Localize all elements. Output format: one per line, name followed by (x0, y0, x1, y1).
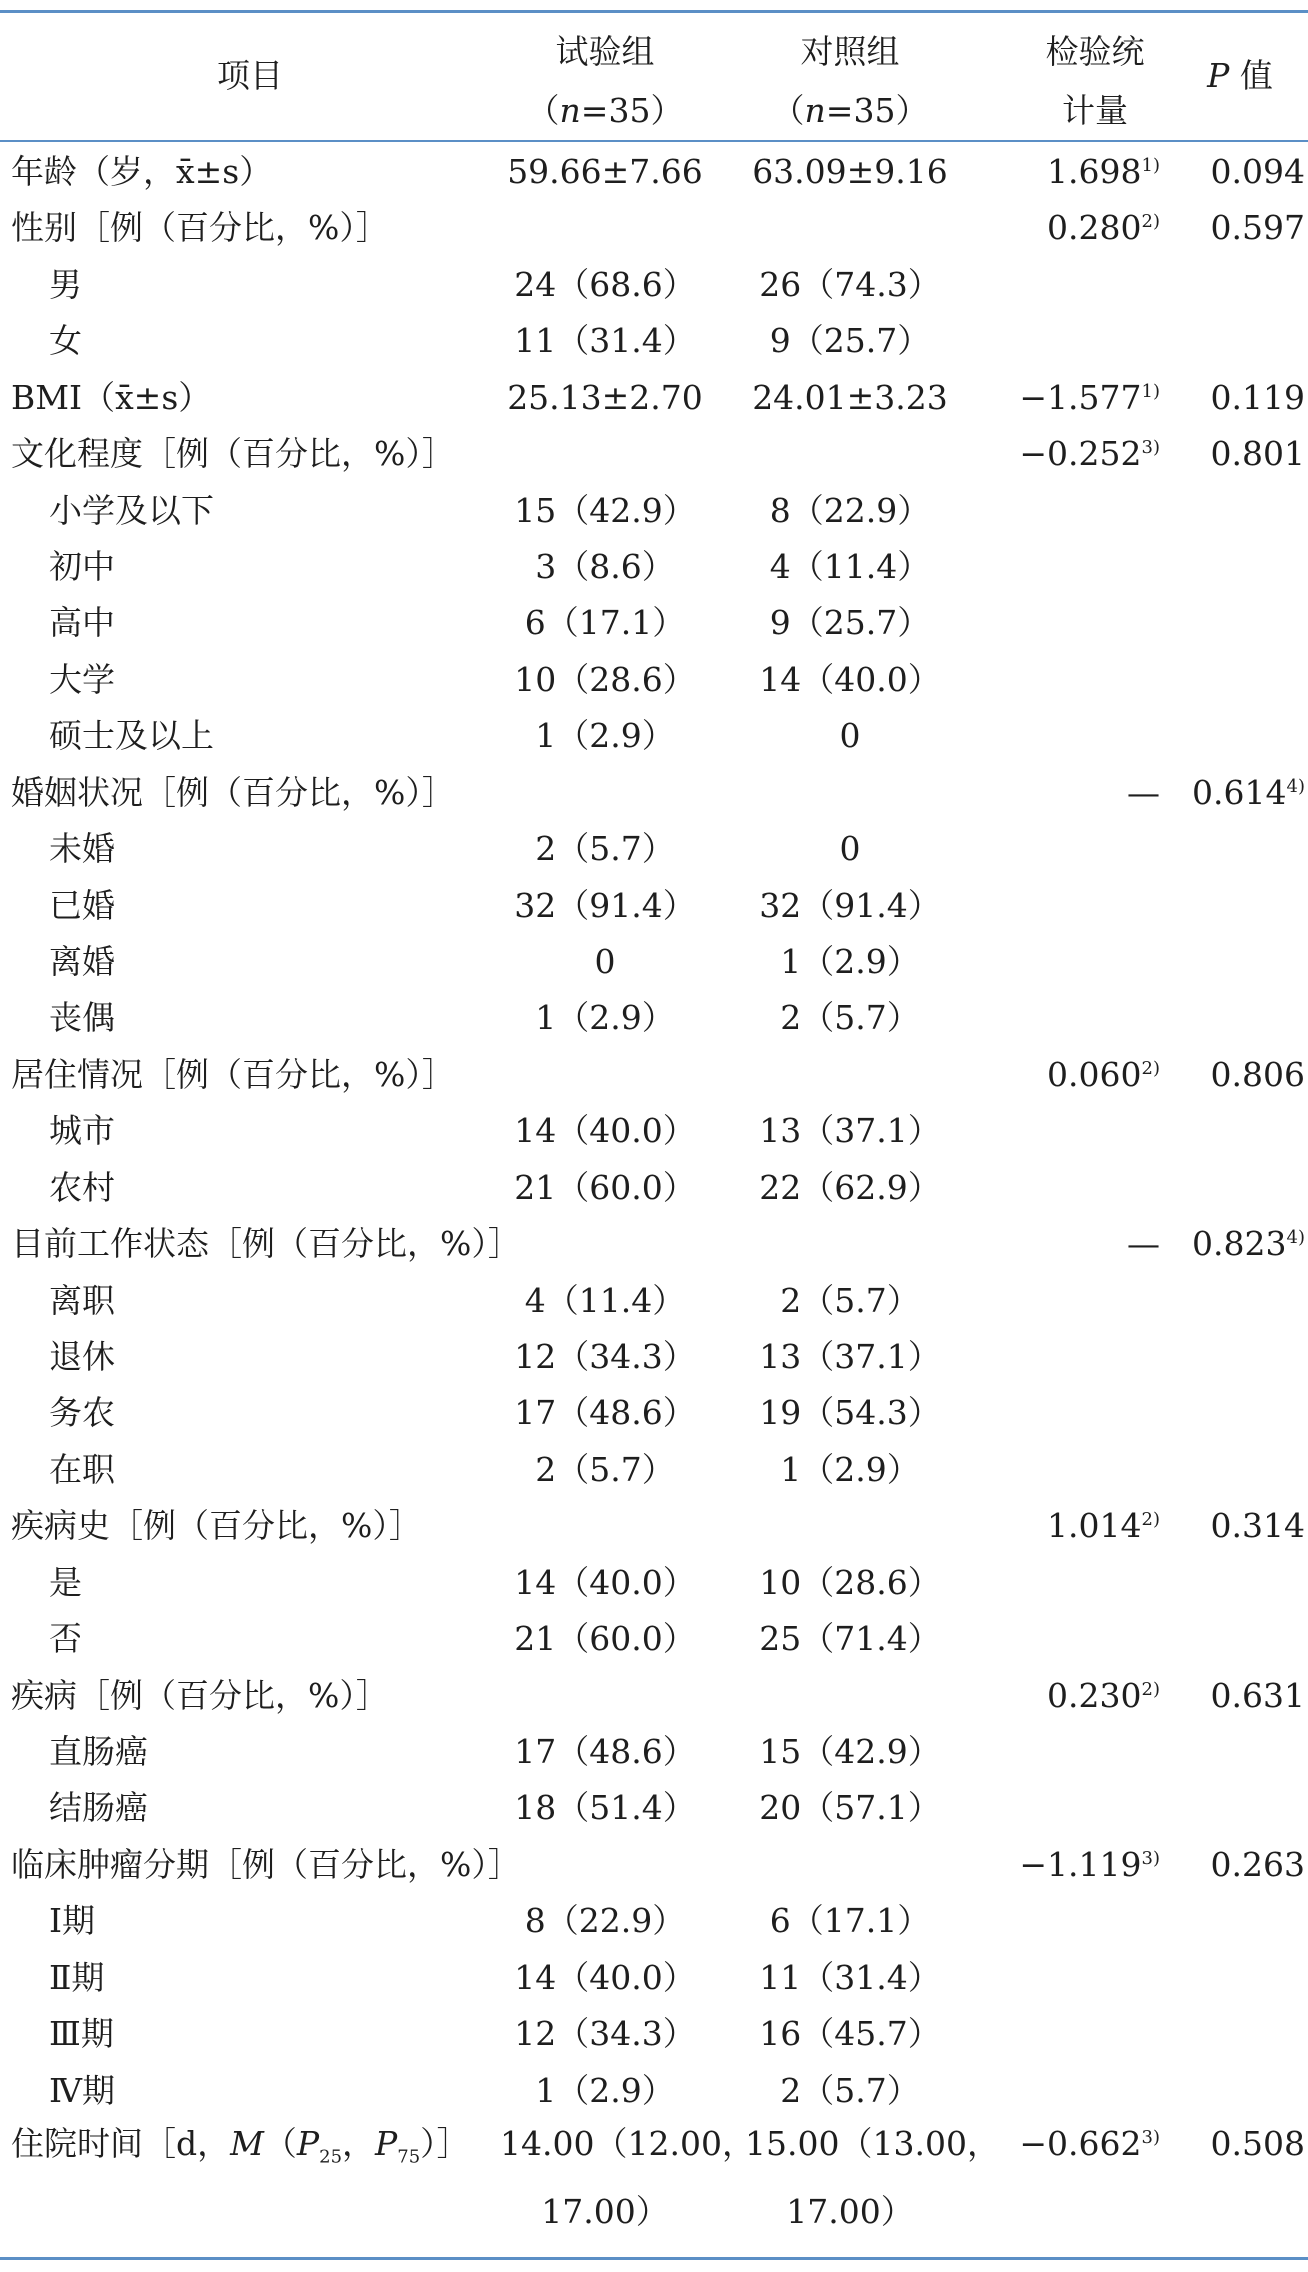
cell-statistic: $-0.662^{3)}$ (1019, 2124, 1160, 2163)
p-value: 0.801 (1210, 434, 1305, 473)
header-item: 项目 (217, 56, 283, 95)
row-label: 性别［例（百分比，%）］ (11, 208, 389, 247)
row-label: 离婚 (49, 942, 115, 981)
row-label-hospital-stay: 住院时间［d，$M(P_{25}$，$P_{75})]$ (11, 2124, 470, 2168)
cell-statistic (1000, 208, 1160, 248)
cell-test: 6（17.1） (524, 603, 686, 642)
cell-control: 24.01±3.23 (752, 378, 948, 417)
top-rule (0, 10, 1308, 13)
p-value: 0.263 (1210, 1845, 1305, 1884)
cell-control: 26（74.3） (759, 265, 941, 304)
cell-control: 1（2.9） (780, 1450, 920, 1489)
statistic-value: 1.014 (1047, 1506, 1142, 1545)
cell-control: 8（22.9） (769, 491, 931, 530)
cell-test: 18（51.4） (514, 1788, 696, 1827)
cell-p-value (1170, 1506, 1305, 1546)
cell-statistic (1000, 1224, 1160, 1264)
bottom-rule (0, 2257, 1308, 2260)
statistic-footnote: 3) (1141, 1848, 1160, 1869)
statistic-value: 0.230 (1047, 1676, 1142, 1715)
cell-statistic (1000, 378, 1160, 418)
cell-p-value (1170, 152, 1305, 192)
cell-p-value (1170, 1055, 1305, 1095)
header-control-n: （n=35） (771, 91, 929, 130)
cell-statistic (1000, 434, 1160, 474)
header-statistic-line1: 检验统 (1045, 32, 1145, 71)
cell-control: 2（5.7） (780, 1281, 920, 1320)
row-label: 目前工作状态［例（百分比，%）］ (11, 1224, 521, 1263)
cell-control: 0 (839, 716, 861, 755)
row-label: 初中 (49, 547, 115, 586)
statistic-value: 0.280 (1047, 208, 1142, 247)
row-label: 疾病［例（百分比，%）］ (11, 1676, 389, 1715)
row-label: 否 (49, 1619, 82, 1658)
statistic-footnote: 2) (1141, 1679, 1160, 1700)
row-label: 直肠癌 (49, 1732, 148, 1771)
cell-p-value: 0.508 (1210, 2124, 1305, 2163)
cell-p-value (1170, 773, 1305, 813)
cell-p-value (1170, 434, 1305, 474)
cell-control-line2: 17.00） (786, 2192, 914, 2231)
cell-p-value (1170, 208, 1305, 248)
cell-control: 4（11.4） (769, 547, 931, 586)
statistic-footnote: 2) (1141, 1058, 1160, 1079)
row-label: 女 (49, 321, 82, 360)
cell-control: 22（62.9） (759, 1168, 941, 1207)
cell-control-line1: 15.00（13.00， (745, 2124, 1000, 2163)
cell-test: 2（5.7） (535, 829, 675, 868)
cell-test: 4（11.4） (524, 1281, 686, 1320)
statistic-value: −0.252 (1019, 434, 1142, 473)
cell-control: 63.09±9.16 (752, 152, 948, 191)
row-label: 年龄（岁，x̄±s） (11, 152, 273, 191)
row-label: 婚姻状况［例（百分比，%）］ (11, 773, 455, 812)
cell-test: 3（8.6） (535, 547, 675, 586)
cell-test: 17（48.6） (514, 1732, 696, 1771)
statistic-footnote: 1) (1141, 381, 1160, 402)
cell-test-line2: 17.00） (541, 2192, 669, 2231)
row-label: 退休 (49, 1337, 115, 1376)
cell-test: 59.66±7.66 (507, 152, 703, 191)
row-label: 临床肿瘤分期［例（百分比，%）］ (11, 1845, 521, 1884)
header-test-n: （n=35） (526, 91, 684, 130)
cell-test: 21（60.0） (514, 1168, 696, 1207)
statistic-value: −1.577 (1019, 378, 1142, 417)
cell-control: 32（91.4） (759, 886, 941, 925)
cell-statistic (1000, 773, 1160, 813)
row-label: 硕士及以上 (49, 716, 214, 755)
row-label: 结肠癌 (49, 1788, 148, 1827)
p-value: 0.823 (1192, 1224, 1287, 1263)
row-label: 高中 (49, 603, 115, 642)
cell-test: 32（91.4） (514, 886, 696, 925)
row-label: 居住情况［例（百分比，%）］ (11, 1055, 455, 1094)
cell-test: 12（34.3） (514, 1337, 696, 1376)
cell-control: 9（25.7） (769, 321, 931, 360)
cell-test: 1（2.9） (535, 2071, 675, 2110)
p-value: 0.597 (1210, 208, 1305, 247)
row-label: 离职 (49, 1281, 115, 1320)
cell-test: 14（40.0） (514, 1958, 696, 1997)
cell-p-value (1170, 1676, 1305, 1716)
cell-control: 6（17.1） (769, 1901, 931, 1940)
cell-test-line1: 14.00（12.00， (500, 2124, 755, 2163)
p-footnote: 4) (1286, 1227, 1305, 1248)
cell-test: 0 (594, 942, 616, 981)
row-label: 是 (49, 1563, 82, 1602)
p-value: 0.806 (1210, 1055, 1305, 1094)
cell-p-value (1170, 1845, 1305, 1885)
cell-control: 15（42.9） (759, 1732, 941, 1771)
cell-test: 10（28.6） (514, 660, 696, 699)
cell-test: 15（42.9） (514, 491, 696, 530)
cell-control: 20（57.1） (759, 1788, 941, 1827)
cell-test: 12（34.3） (514, 2014, 696, 2053)
statistic-value: −1.119 (1019, 1845, 1142, 1884)
row-label: Ⅲ期 (49, 2014, 114, 2053)
cell-control: 13（37.1） (759, 1111, 941, 1150)
cell-test: 25.13±2.70 (507, 378, 703, 417)
header-control-group: 对照组 (800, 32, 900, 71)
cell-test: 21（60.0） (514, 1619, 696, 1658)
row-label: 农村 (49, 1168, 115, 1207)
cell-statistic (1000, 1845, 1160, 1885)
row-label: 丧偶 (49, 998, 115, 1037)
row-label: 文化程度［例（百分比，%）］ (11, 434, 455, 473)
row-label: 城市 (49, 1111, 115, 1150)
p-value: 0.614 (1192, 773, 1287, 812)
cell-control: 25（71.4） (759, 1619, 941, 1658)
header-statistic-line2: 计量 (1062, 91, 1128, 130)
header-p-value: P 值 (1207, 56, 1273, 95)
cell-test: 24（68.6） (514, 265, 696, 304)
cell-statistic (1000, 1055, 1160, 1095)
header-rule (0, 140, 1308, 142)
row-label: 小学及以下 (49, 491, 214, 530)
row-label: 未婚 (49, 829, 115, 868)
row-label: 疾病史［例（百分比，%）］ (11, 1506, 422, 1545)
p-value: 0.119 (1210, 378, 1305, 417)
statistic-footnote: 2) (1141, 211, 1160, 232)
cell-test: 2（5.7） (535, 1450, 675, 1489)
cell-control: 11（31.4） (759, 1958, 941, 1997)
row-label: Ⅳ期 (49, 2071, 115, 2110)
p-value: 0.314 (1210, 1506, 1305, 1545)
statistic-footnote: 3) (1141, 437, 1160, 458)
statistic-footnote: 1) (1141, 155, 1160, 176)
row-label: Ⅱ期 (49, 1958, 105, 1997)
cell-test: 8（22.9） (524, 1901, 686, 1940)
cell-control: 2（5.7） (780, 998, 920, 1037)
cell-test: 1（2.9） (535, 998, 675, 1037)
cell-control: 14（40.0） (759, 660, 941, 699)
header-test-group: 试验组 (555, 32, 655, 71)
cell-p-value (1170, 1224, 1305, 1264)
cell-statistic (1000, 1676, 1160, 1716)
statistic-value: 1.698 (1047, 152, 1142, 191)
row-label: 务农 (49, 1393, 115, 1432)
cell-test: 14（40.0） (514, 1563, 696, 1602)
cell-test: 17（48.6） (514, 1393, 696, 1432)
cell-control: 16（45.7） (759, 2014, 941, 2053)
row-label: 在职 (49, 1450, 115, 1489)
p-value: 0.631 (1210, 1676, 1305, 1715)
statistic-value: — (1127, 1224, 1160, 1263)
cell-p-value (1170, 378, 1305, 418)
cell-control: 19（54.3） (759, 1393, 941, 1432)
cell-test: 14（40.0） (514, 1111, 696, 1150)
statistic-value: 0.060 (1047, 1055, 1142, 1094)
p-value: 0.094 (1210, 152, 1305, 191)
row-label: 已婚 (49, 886, 115, 925)
cell-test: 11（31.4） (514, 321, 696, 360)
cell-test: 1（2.9） (535, 716, 675, 755)
row-label: 男 (49, 265, 82, 304)
statistic-footnote: 2) (1141, 1509, 1160, 1530)
cell-statistic (1000, 1506, 1160, 1546)
row-label: 大学 (49, 660, 115, 699)
cell-control: 1（2.9） (780, 942, 920, 981)
row-label: Ⅰ期 (49, 1901, 96, 1940)
cell-control: 2（5.7） (780, 2071, 920, 2110)
statistic-value: — (1127, 773, 1160, 812)
p-footnote: 4) (1286, 776, 1305, 797)
cell-control: 9（25.7） (769, 603, 931, 642)
cell-control: 13（37.1） (759, 1337, 941, 1376)
cell-control: 10（28.6） (759, 1563, 941, 1602)
cell-control: 0 (839, 829, 861, 868)
cell-statistic (1000, 152, 1160, 192)
row-label: BMI（x̄±s） (11, 378, 212, 417)
